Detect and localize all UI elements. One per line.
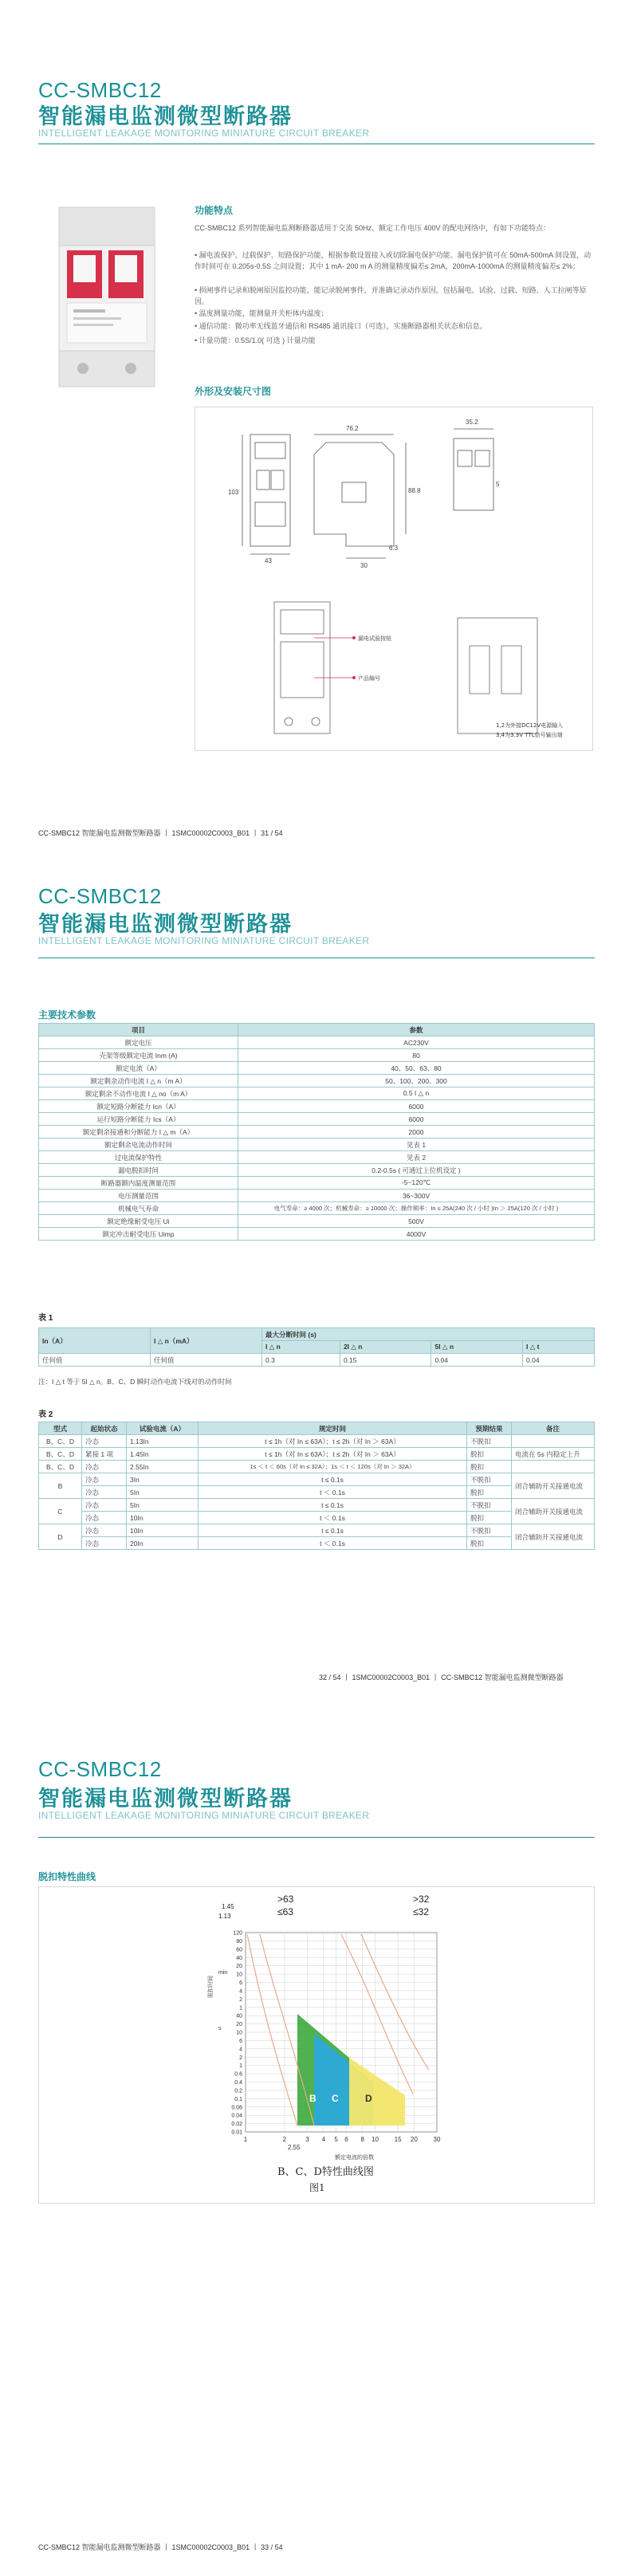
y-tick-label: 0.02 bbox=[231, 2122, 242, 2128]
y-tick-label: 0.1 bbox=[234, 2096, 242, 2102]
label-gt32: >32 bbox=[413, 1894, 430, 1905]
dim-top-width: 76.2 bbox=[346, 425, 359, 432]
y-tick-label: 4 bbox=[239, 2047, 242, 2053]
table-1 bbox=[38, 1327, 595, 1367]
feature-bullet: • 通信功能：微功率无线蓝牙通信和 RS485 通讯接口（可选），实施断路器相关状态和信息。 bbox=[195, 322, 487, 330]
curve-le63 bbox=[247, 1934, 297, 2126]
table2-label: 表 2 bbox=[38, 1410, 53, 1419]
y-tick-label: 0.06 bbox=[231, 2105, 242, 2111]
t1-sub: I △ n bbox=[262, 1341, 340, 1354]
curve-gt32 bbox=[361, 1934, 429, 2070]
label-le32: ≤32 bbox=[413, 1906, 429, 1917]
x-axis-label: 额定电流的倍数 bbox=[335, 2154, 374, 2161]
header-divider bbox=[38, 1837, 595, 1838]
features-intro: CC-SMBC12 系列智能漏电监测断路器适用于交流 50Hz、额定工作电压 400V 的配电网络中，有如下功能特点： bbox=[195, 224, 551, 232]
t1-header-max: 最大分断时间 (s) bbox=[262, 1328, 595, 1341]
dim-height: 103 bbox=[228, 489, 239, 496]
product-title-cn: 智能漏电监测微型断路器 bbox=[38, 1787, 293, 1811]
page-footer: 32 / 54 丨 1SMC00002C0003_B01 丨 CC-SMBC12 智能漏电监测微型断路器 bbox=[319, 1673, 564, 1681]
x-tick-label: 1 bbox=[243, 2136, 248, 2143]
t1-header-in: In（A） bbox=[39, 1328, 151, 1354]
table-row: 过电流保护特性 见表 2 bbox=[39, 1151, 595, 1164]
feature-bullet: • 损闸事件记录和脱闸原因监控功能，能记录脱闸事件，并准确记录动作原因。包括漏电、试验、过载、短路、人工拉闸等原因。 bbox=[195, 286, 587, 305]
table-row: 额定绝缘耐受电压 Ui 500V bbox=[39, 1215, 595, 1228]
page-footer: CC-SMBC12 智能漏电监测微型断路器 丨 1SMC00002C0003_B01 丨 31 / 54 bbox=[38, 829, 283, 837]
page-3 bbox=[0, 1717, 633, 2576]
x-tick-label: 3 bbox=[305, 2136, 309, 2143]
label-band-d: D bbox=[365, 2093, 372, 2104]
y-tick-label: 40 bbox=[236, 1955, 242, 1961]
table-row: 机械电气寿命 电气寿命：≥ 4000 次；机械寿命：≥ 10000 次；操作频率：In ≤ 25A(240 次 / 小时 )In ＞ 25A(120 次 / 小时 ) bbox=[39, 1202, 595, 1215]
dimension-drawing bbox=[195, 407, 593, 751]
x-tick-label: 15 bbox=[394, 2136, 402, 2143]
label-serial: 产品编号 bbox=[358, 675, 380, 682]
y-unit-s: s bbox=[218, 2026, 222, 2031]
page-footer: CC-SMBC12 智能漏电监测微型断路器 丨 1SMC00002C0003_B01 丨 33 / 54 bbox=[38, 2543, 283, 2551]
model-title: CC-SMBC12 bbox=[38, 884, 162, 908]
table-row: 漏电脱扣时间 0.2-0.5s ( 可通过上位机设定 ) bbox=[39, 1164, 595, 1177]
table-row: 电压测量范围 36~300V bbox=[39, 1190, 595, 1202]
feature-bullet: • 温度测量功能，能测量开关柜体内温度； bbox=[195, 309, 328, 317]
x-tick-label: 20 bbox=[410, 2136, 418, 2143]
label-le63: ≤63 bbox=[277, 1906, 293, 1917]
x-extra-tick: 2.55 bbox=[288, 2144, 301, 2151]
table-row: D 冷态 10In t ≤ 0.1s 不脱扣 闭合辅助开关接通电流 bbox=[39, 1524, 595, 1537]
label-comm-1: 1,2为外接DC12V电源输入 bbox=[496, 722, 564, 729]
table-row: C 冷态 5In t ≤ 0.1s 不脱扣 闭合辅助开关接通电流 bbox=[39, 1499, 595, 1512]
x-tick-label: 2 bbox=[282, 2136, 287, 2143]
x-tick-label: 8 bbox=[360, 2136, 364, 2143]
y-axis-label: 脱扣时间 bbox=[207, 1976, 214, 1998]
x-tick-label: 6 bbox=[344, 2136, 348, 2143]
table-row: 额定短路分断能力 Icn（A） 6000 bbox=[39, 1100, 595, 1113]
table-row: 冷态 5In t ＜ 0.1s 脱扣 bbox=[39, 1486, 595, 1499]
product-photo bbox=[56, 199, 159, 391]
trip-curve-chart bbox=[38, 1886, 595, 2204]
table1-label: 表 1 bbox=[38, 1314, 53, 1323]
x-tick-label: 4 bbox=[321, 2136, 326, 2143]
x-tick-label: 30 bbox=[433, 2136, 441, 2143]
product-title-en: INTELLIGENT LEAKAGE MONITORING MINIATURE CIRCUIT BREAKER bbox=[38, 128, 370, 139]
table-row: 运行短路分断能力 Ics（A） 6000 bbox=[39, 1113, 595, 1126]
chart-caption: B、C、D特性曲线图 bbox=[277, 2166, 374, 2178]
model-title: CC-SMBC12 bbox=[38, 1757, 162, 1781]
table-row: 额定电流（A） 40、50、63、80 bbox=[39, 1062, 595, 1075]
figure-number: 图1 bbox=[309, 2182, 325, 2193]
table-row: 额定剩余接通和分断能力 I △ m（A） 2000 bbox=[39, 1126, 595, 1139]
y-tick-label: 2 bbox=[239, 2055, 242, 2061]
y-tick-label: 0.4 bbox=[234, 2080, 242, 2086]
table-2: 型式 起始状态 试验电流（A） 规定时间 预期结果 备注 B、C、D 冷态 1.13In t ≤ 1h（对 In ≤ 63A）；t ≤ 2h（对 In ＞ 63A） 不脱扣 B、C、D 紧接 1 项 1.45In t ≤ 1h（对 In ≤ 63A）；t ≤ 2h（对 In ＞ 63A） 脱扣 电流在 5s 内稳定上升 B、C、D 冷态 2.55In 1s ＜ t ＜ 60s（对 In ≤ 32A）；1s ＜ t ＜ 120s（对 In ＞ 32A） 脱扣 B 冷态 3In t ≤ 0.1s 不脱扣 闭合辅助开关接通电流 冷态 5In t ＜ 0.1s 脱扣 C 冷态 5In t ≤ 0.1s 不脱扣 闭合辅助开关接通电流 冷态 10In t ＜ 0.1s 脱扣 D 冷态 10In t ≤ 0.1s 不脱扣 闭合辅助开关接通电流 冷态 20In t ＜ 0.1s 脱扣 bbox=[38, 1422, 595, 1550]
label-band-b: B bbox=[309, 2093, 316, 2104]
table-row: 额定电压 AC230V bbox=[39, 1036, 595, 1049]
y-tick-label: 6 bbox=[239, 1980, 242, 1986]
y-tick-label: 1 bbox=[239, 2063, 242, 2070]
product-title-cn: 智能漏电监测微型断路器 bbox=[38, 104, 293, 129]
dim-d2: 5 bbox=[496, 481, 500, 488]
dim-h2: 88.8 bbox=[408, 487, 421, 494]
y-tick-label: 20 bbox=[236, 1964, 242, 1970]
label-leak-button: 漏电试验按钮 bbox=[358, 635, 391, 642]
page-2 bbox=[0, 859, 633, 1717]
table-row: 冷态 20In t ＜ 0.1s 脱扣 bbox=[39, 1537, 595, 1550]
label-gt63: >63 bbox=[277, 1894, 294, 1905]
y-tick-label: 2 bbox=[239, 1996, 242, 2003]
model-title: CC-SMBC12 bbox=[38, 78, 162, 102]
y-tick-label: 10 bbox=[236, 1972, 242, 1978]
table1-note: 注：I △ t 等于 5I △ n。B、C、D 瞬时动作电流下线对的动作时间 bbox=[38, 1378, 232, 1386]
page-1 bbox=[0, 0, 633, 859]
dim-d1: 6.3 bbox=[389, 545, 399, 552]
y-tick-label: 80 bbox=[236, 1938, 242, 1945]
product-title-en: INTELLIGENT LEAKAGE MONITORING MINIATURE CIRCUIT BREAKER bbox=[38, 935, 370, 946]
table-row: 断路器额内温度测量范围 -5~120℃ bbox=[39, 1177, 595, 1190]
product-title-cn: 智能漏电监测微型断路器 bbox=[38, 912, 293, 937]
t1-header-idn: I △ n（mA） bbox=[151, 1328, 262, 1354]
y-tick-label: 60 bbox=[236, 1947, 242, 1953]
product-title-en: INTELLIGENT LEAKAGE MONITORING MINIATURE CIRCUIT BREAKER bbox=[38, 1810, 370, 1821]
x-tick-label: 5 bbox=[334, 2136, 338, 2143]
dim-depth: 43 bbox=[265, 557, 272, 564]
params-title: 主要技术参数 bbox=[38, 1009, 96, 1021]
y-tick-label: 0.04 bbox=[231, 2113, 242, 2119]
y-tick-label: 0.01 bbox=[231, 2130, 242, 2136]
y-tick-label: 40 bbox=[236, 2013, 242, 2020]
table-row: B、C、D 冷态 2.55In 1s ＜ t ＜ 60s（对 In ≤ 32A）；1s ＜ t ＜ 120s（对 In ＞ 32A） 脱扣 bbox=[39, 1461, 595, 1473]
x-tick-label: 10 bbox=[372, 2136, 379, 2143]
band-d bbox=[349, 2058, 405, 2126]
t1-sub: 2I △ n bbox=[340, 1341, 431, 1354]
y-tick-label: 120 bbox=[233, 1930, 242, 1937]
table-row: B、C、D 冷态 1.13In t ≤ 1h（对 In ≤ 63A）；t ≤ 2h（对 In ＞ 63A） 不脱扣 bbox=[39, 1435, 595, 1448]
params-header-value: 参数 bbox=[238, 1024, 595, 1036]
curve-title: 脱扣特性曲线 bbox=[38, 1871, 96, 1882]
label-1-13: 1.13 bbox=[218, 1913, 231, 1920]
dims-title: 外形及安装尺寸图 bbox=[195, 386, 272, 397]
table-row: 任何值 任何值 0.3 0.15 0.04 0.04 bbox=[39, 1354, 595, 1367]
feature-bullet: • 漏电流保护、过载保护、短路保护功能，根据参数设置接入或切除漏电保护功能。漏电保护值可在 50mA-500mA 间设置，动作时间可在 0.205s-0.5S 之间设置；其中 1 mA- 200 m A 的测量精度偏差≤ 2mA，200mA-1000mA 的测量精度偏差≤ 2%； bbox=[195, 251, 592, 270]
y-tick-label: 6 bbox=[239, 2038, 242, 2044]
params-table bbox=[38, 1023, 595, 1241]
table-row: 额定剩余动作电流 I △ n（m A） 50、100、200、300 bbox=[39, 1075, 595, 1087]
y-tick-label: 4 bbox=[239, 1988, 242, 1995]
y-unit-min: min bbox=[218, 1970, 228, 1976]
dim-right-width: 35.2 bbox=[466, 419, 478, 426]
feature-bullet: • 计量功能：0.5S/1.0( 可选 ) 计量功能 bbox=[195, 336, 316, 344]
table-row: 冷态 10In t ＜ 0.1s 脱扣 bbox=[39, 1512, 595, 1524]
dim-base: 30 bbox=[360, 562, 368, 569]
table-row: 额定剩余不动作电流 I △ no（m A） 0.5 I △ n bbox=[39, 1087, 595, 1100]
table-row: 额定冲击耐受电压 Uimp 4000V bbox=[39, 1228, 595, 1241]
t1-sub: I △ t bbox=[523, 1341, 595, 1354]
label-band-c: C bbox=[332, 2093, 339, 2104]
y-tick-label: 0.6 bbox=[234, 2071, 242, 2078]
features-title: 功能特点 bbox=[195, 205, 234, 216]
y-tick-label: 0.2 bbox=[234, 2088, 242, 2094]
t1-sub: 5I △ n bbox=[431, 1341, 523, 1354]
label-comm-2: 3,4为3.3V TTL信号输出端 bbox=[496, 732, 563, 738]
params-header-item: 项目 bbox=[39, 1024, 238, 1036]
table-row: 壳架等级额定电流 Inm (A) 80 bbox=[39, 1049, 595, 1062]
table-row: B、C、D 紧接 1 项 1.45In t ≤ 1h（对 In ≤ 63A）；t ≤ 2h（对 In ＞ 63A） 脱扣 电流在 5s 内稳定上升 bbox=[39, 1448, 595, 1461]
y-tick-label: 1 bbox=[239, 2005, 242, 2012]
label-1-45: 1.45 bbox=[222, 1903, 234, 1910]
y-tick-label: 10 bbox=[236, 2030, 242, 2036]
table-row: B 冷态 3In t ≤ 0.1s 不脱扣 闭合辅助开关接通电流 bbox=[39, 1473, 595, 1486]
y-tick-label: 20 bbox=[236, 2022, 242, 2028]
table-row: 额定剩余电流动作时间 见表 1 bbox=[39, 1139, 595, 1151]
